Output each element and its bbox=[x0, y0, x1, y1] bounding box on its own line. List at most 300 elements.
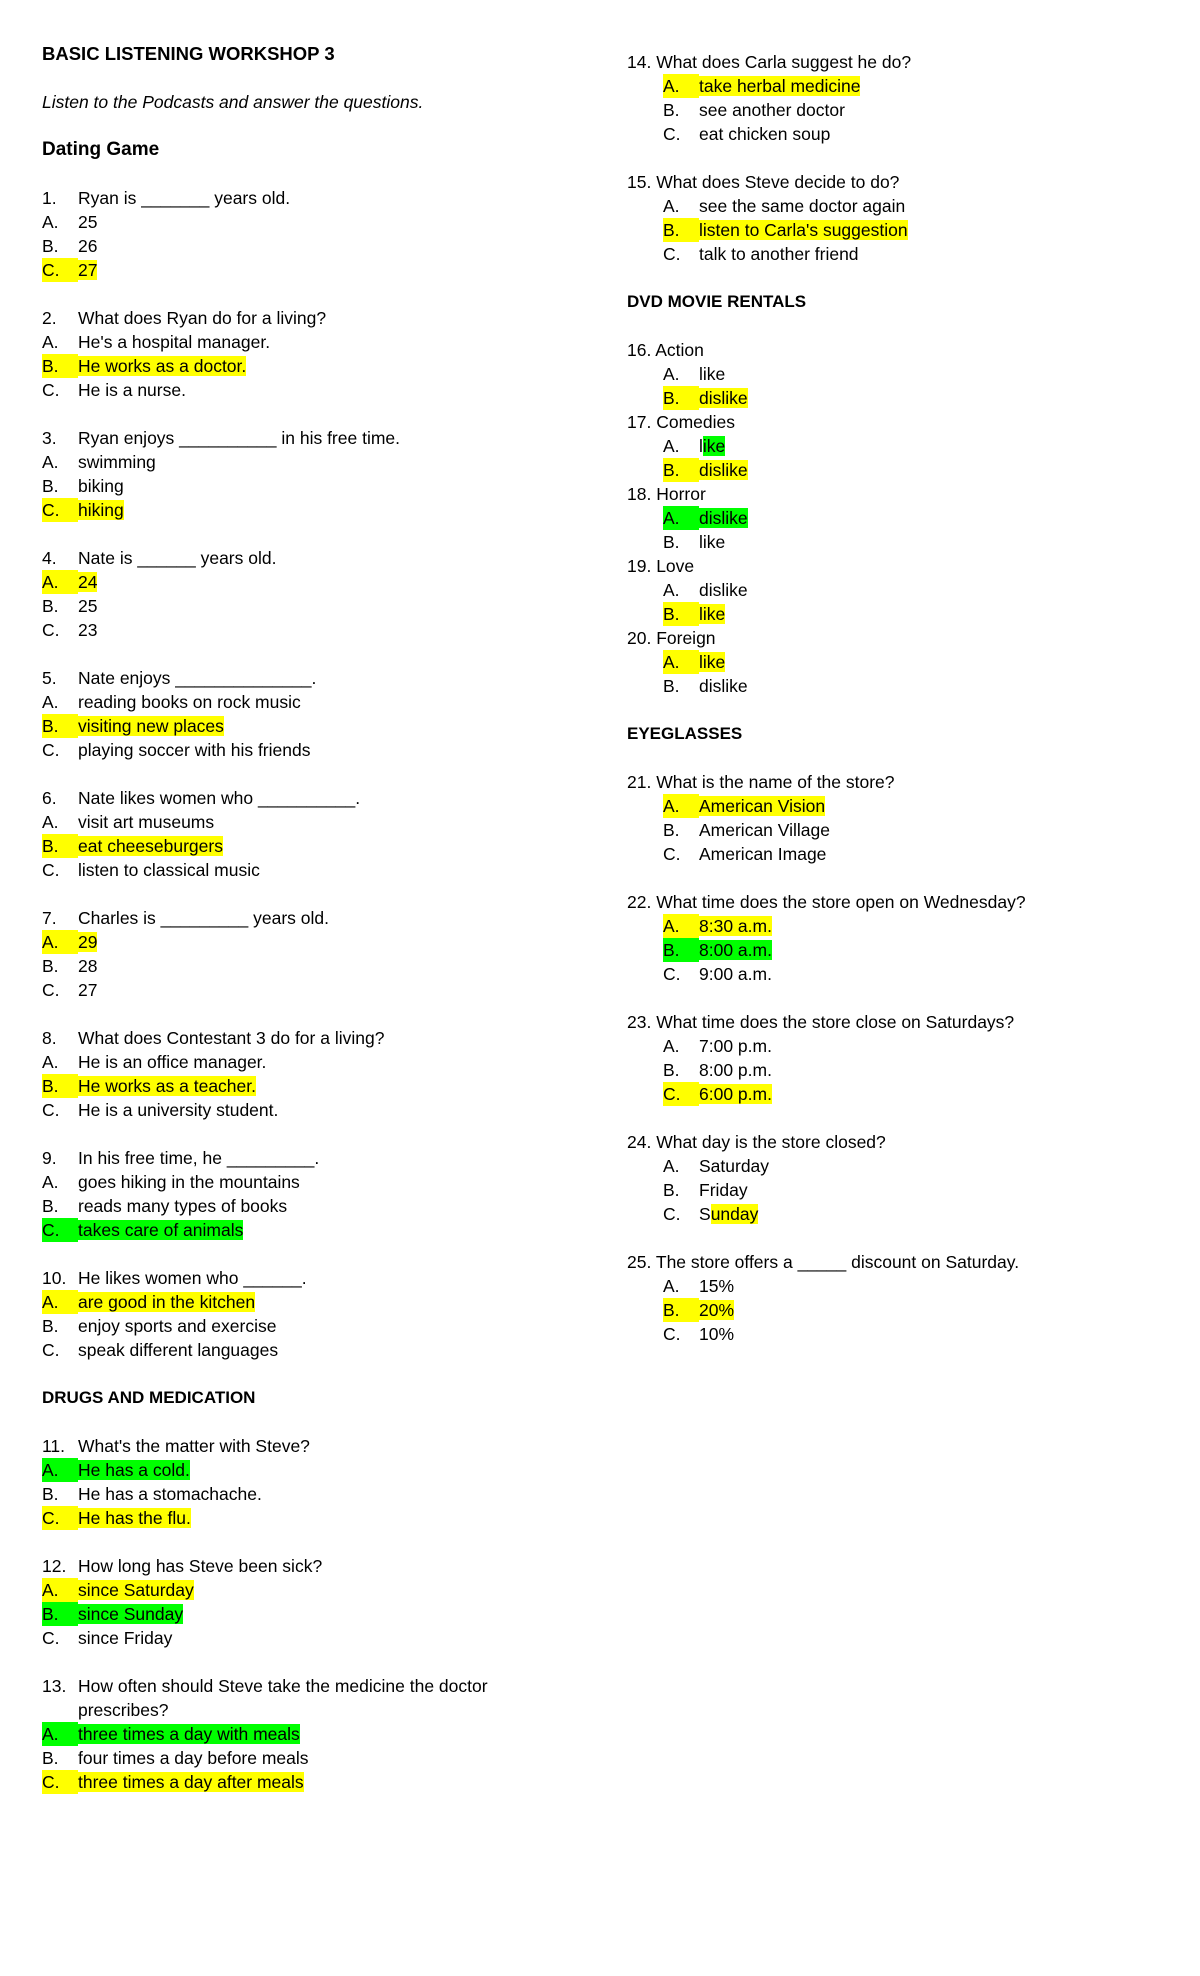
option-text: He has a stomachache. bbox=[78, 1484, 262, 1504]
question-21 bbox=[627, 770, 1187, 794]
answer-option bbox=[42, 1170, 602, 1194]
option-letter: A. bbox=[663, 650, 699, 674]
option-text: 27 bbox=[78, 260, 98, 280]
answer-option bbox=[42, 594, 602, 618]
question-text: In his free time, he _________. bbox=[78, 1148, 320, 1168]
question-text: What is the name of the store? bbox=[656, 772, 895, 792]
answer-option bbox=[42, 570, 602, 594]
document-title: BASIC LISTENING WORKSHOP 3 bbox=[42, 43, 335, 64]
option-letter: A. bbox=[663, 1276, 680, 1296]
answer-option bbox=[627, 506, 1187, 530]
option-letter: B. bbox=[663, 938, 699, 962]
option-text: swimming bbox=[78, 452, 156, 472]
question-number: 18. bbox=[627, 484, 652, 504]
option-letter: A. bbox=[42, 930, 78, 954]
question-number: 9. bbox=[42, 1148, 57, 1168]
answer-option bbox=[42, 1458, 602, 1482]
option-letter: A. bbox=[663, 1156, 680, 1176]
option-body bbox=[42, 1220, 244, 1240]
option-text: American Village bbox=[699, 820, 830, 840]
option-body bbox=[663, 1084, 772, 1104]
answer-option bbox=[627, 602, 1187, 626]
answer-option bbox=[42, 1602, 602, 1626]
option-text: four times a day before meals bbox=[78, 1748, 309, 1768]
answer-option bbox=[42, 210, 602, 234]
option-text: 25 bbox=[78, 212, 98, 232]
option-letter: C. bbox=[42, 1218, 78, 1242]
option-letter: A. bbox=[663, 794, 699, 818]
answer-option bbox=[42, 858, 602, 882]
option-letter: B. bbox=[42, 596, 59, 616]
eyeglasses-questions bbox=[627, 770, 1187, 1346]
question-8 bbox=[42, 1026, 602, 1050]
option-letter: C. bbox=[663, 244, 681, 264]
option-text: He works as a teacher. bbox=[78, 1076, 256, 1096]
option-letter: A. bbox=[42, 1052, 59, 1072]
option-letter: C. bbox=[42, 1340, 60, 1360]
option-letter: A. bbox=[42, 570, 78, 594]
option-body bbox=[663, 796, 825, 816]
option-letter: B. bbox=[42, 1074, 78, 1098]
option-text: 28 bbox=[78, 956, 98, 976]
option-body bbox=[663, 220, 908, 240]
question-text: What day is the store closed? bbox=[656, 1132, 886, 1152]
question-17 bbox=[627, 410, 1187, 434]
option-letter: B. bbox=[663, 1180, 680, 1200]
option-text: 8:00 p.m. bbox=[699, 1060, 772, 1080]
option-body bbox=[42, 260, 98, 280]
option-letter: A. bbox=[42, 1172, 59, 1192]
answer-option bbox=[42, 330, 602, 354]
option-letter: A. bbox=[663, 506, 699, 530]
option-text-plain: S bbox=[699, 1204, 711, 1224]
option-text: American Vision bbox=[699, 796, 826, 816]
option-letter: C. bbox=[42, 1770, 78, 1794]
question-16 bbox=[627, 338, 1187, 362]
option-letter: C. bbox=[663, 124, 681, 144]
question-text: Love bbox=[656, 556, 695, 576]
question-number: 8. bbox=[42, 1028, 57, 1048]
question-1 bbox=[42, 186, 602, 210]
question-19 bbox=[627, 554, 1187, 578]
option-text: He's a hospital manager. bbox=[78, 332, 271, 352]
option-letter: A. bbox=[42, 452, 59, 472]
option-letter: C. bbox=[42, 1100, 60, 1120]
answer-option bbox=[42, 978, 602, 1002]
option-letter: B. bbox=[663, 532, 680, 552]
option-letter: B. bbox=[42, 956, 59, 976]
answer-option bbox=[627, 1178, 1187, 1202]
option-letter: A. bbox=[42, 1458, 78, 1482]
option-text: like bbox=[699, 604, 726, 624]
question-14 bbox=[627, 50, 1187, 74]
section-heading-eyeglasses: EYEGLASSES bbox=[627, 724, 743, 743]
question-number: 20. bbox=[627, 628, 652, 648]
question-13 bbox=[42, 1674, 602, 1698]
option-text: He has the flu. bbox=[78, 1508, 191, 1528]
option-letter: C. bbox=[42, 258, 78, 282]
question-number: 4. bbox=[42, 548, 57, 568]
option-text: 29 bbox=[78, 932, 98, 952]
option-body bbox=[42, 1604, 184, 1624]
answer-option bbox=[42, 474, 602, 498]
option-text: 7:00 p.m. bbox=[699, 1036, 772, 1056]
question-2 bbox=[42, 306, 602, 330]
option-letter: C. bbox=[42, 980, 60, 1000]
option-text: visiting new places bbox=[78, 716, 224, 736]
answer-option bbox=[42, 1482, 602, 1506]
option-text: He is an office manager. bbox=[78, 1052, 267, 1072]
option-letter: B. bbox=[663, 1060, 680, 1080]
option-text: since Sunday bbox=[78, 1604, 184, 1624]
question-10 bbox=[42, 1266, 602, 1290]
answer-option bbox=[627, 650, 1187, 674]
answer-option bbox=[627, 818, 1187, 842]
question-text: What does Carla suggest he do? bbox=[656, 52, 912, 72]
option-letter: A. bbox=[42, 1722, 78, 1746]
option-text: playing soccer with his friends bbox=[78, 740, 311, 760]
answer-option bbox=[627, 434, 1187, 458]
question-9 bbox=[42, 1146, 602, 1170]
answer-option bbox=[42, 738, 602, 762]
option-letter: A. bbox=[42, 212, 59, 232]
answer-option bbox=[627, 1154, 1187, 1178]
answer-option bbox=[42, 690, 602, 714]
option-text-highlight: unday bbox=[710, 1204, 759, 1224]
option-text: 9:00 a.m. bbox=[699, 964, 772, 984]
question-number: 22. bbox=[627, 892, 652, 912]
answer-option bbox=[627, 1298, 1187, 1322]
question-number: 13. bbox=[42, 1676, 67, 1696]
option-text: 8:00 a.m. bbox=[699, 940, 772, 960]
question-24 bbox=[627, 1130, 1187, 1154]
option-letter: C. bbox=[663, 1324, 681, 1344]
question-number: 17. bbox=[627, 412, 652, 432]
question-number: 5. bbox=[42, 668, 57, 688]
question-25 bbox=[627, 1250, 1187, 1274]
option-text: dislike bbox=[699, 676, 748, 696]
option-body bbox=[42, 932, 98, 952]
option-letter: B. bbox=[663, 820, 680, 840]
option-text: visit art museums bbox=[78, 812, 215, 832]
question-6 bbox=[42, 786, 602, 810]
answer-option bbox=[42, 1578, 602, 1602]
answer-option bbox=[627, 74, 1187, 98]
option-text: speak different languages bbox=[78, 1340, 279, 1360]
option-letter: B. bbox=[663, 676, 680, 696]
option-text: 23 bbox=[78, 620, 98, 640]
question-number: 16. bbox=[627, 340, 652, 360]
answer-option bbox=[627, 794, 1187, 818]
question-4 bbox=[42, 546, 602, 570]
question-number: 10. bbox=[42, 1268, 67, 1288]
option-text: 26 bbox=[78, 236, 98, 256]
dvd-questions bbox=[627, 338, 1187, 698]
question-number: 25. bbox=[627, 1252, 652, 1272]
answer-option bbox=[627, 386, 1187, 410]
answer-option bbox=[42, 1050, 602, 1074]
option-text: American Image bbox=[699, 844, 827, 864]
question-text: What does Ryan do for a living? bbox=[78, 308, 327, 328]
section-heading-dating: Dating Game bbox=[42, 139, 160, 160]
option-text: He has a cold. bbox=[78, 1460, 190, 1480]
answer-option bbox=[42, 1506, 602, 1530]
answer-option bbox=[627, 842, 1187, 866]
section-heading-drugs: DRUGS AND MEDICATION bbox=[42, 1388, 256, 1407]
option-text: talk to another friend bbox=[699, 244, 859, 264]
answer-option bbox=[42, 714, 602, 738]
option-body bbox=[42, 1460, 190, 1480]
dating-questions bbox=[42, 186, 602, 1386]
section-heading-dvd: DVD MOVIE RENTALS bbox=[627, 292, 807, 311]
option-text: He is a university student. bbox=[78, 1100, 279, 1120]
question-number: 15. bbox=[627, 172, 652, 192]
question-number: 1. bbox=[42, 188, 57, 208]
option-letter: C. bbox=[663, 1204, 681, 1224]
option-body bbox=[663, 388, 748, 408]
option-text: eat cheeseburgers bbox=[78, 836, 223, 856]
question-text: What does Contestant 3 do for a living? bbox=[78, 1028, 385, 1048]
answer-option bbox=[627, 938, 1187, 962]
option-letter: C. bbox=[42, 740, 60, 760]
question-7 bbox=[42, 906, 602, 930]
option-letter: B. bbox=[42, 476, 59, 496]
option-text: dislike bbox=[699, 508, 748, 528]
question-number: 11. bbox=[42, 1436, 66, 1456]
option-letter: C. bbox=[663, 1082, 699, 1106]
answer-option bbox=[42, 810, 602, 834]
option-text: 25 bbox=[78, 596, 98, 616]
option-text: eat chicken soup bbox=[699, 124, 831, 144]
question-number: 12. bbox=[42, 1556, 67, 1576]
option-letter: A. bbox=[663, 364, 680, 384]
answer-option bbox=[42, 354, 602, 378]
right-column bbox=[627, 50, 1187, 1346]
option-letter: B. bbox=[42, 354, 78, 378]
option-body bbox=[663, 652, 725, 672]
question-text-continued: prescribes? bbox=[78, 1700, 169, 1720]
answer-option bbox=[627, 578, 1187, 602]
question-12 bbox=[42, 1554, 602, 1578]
option-text: 10% bbox=[699, 1324, 735, 1344]
option-text: like bbox=[699, 364, 726, 384]
option-letter: B. bbox=[663, 602, 699, 626]
question-text: Nate is ______ years old. bbox=[78, 548, 277, 568]
answer-option bbox=[42, 1194, 602, 1218]
option-text: three times a day with meals bbox=[78, 1724, 300, 1744]
option-text: hiking bbox=[78, 500, 124, 520]
option-letter: A. bbox=[663, 580, 680, 600]
option-text: three times a day after meals bbox=[78, 1772, 304, 1792]
option-text: Friday bbox=[699, 1180, 748, 1200]
option-text: goes hiking in the mountains bbox=[78, 1172, 300, 1192]
option-text: biking bbox=[78, 476, 124, 496]
option-text: 8:30 a.m. bbox=[699, 916, 772, 936]
question-11 bbox=[42, 1434, 602, 1458]
option-letter: C. bbox=[42, 380, 60, 400]
answer-option bbox=[42, 1098, 602, 1122]
option-text: take herbal medicine bbox=[699, 76, 861, 96]
option-text: listen to Carla's suggestion bbox=[699, 220, 908, 240]
answer-option bbox=[42, 1626, 602, 1650]
answer-option bbox=[42, 1074, 602, 1098]
option-text: dislike bbox=[699, 388, 748, 408]
option-letter: C. bbox=[42, 1506, 78, 1530]
answer-option bbox=[42, 1770, 602, 1794]
question-text-cont bbox=[42, 1698, 602, 1722]
option-letter: A. bbox=[663, 436, 680, 456]
option-letter: B. bbox=[663, 458, 699, 482]
question-number: 19. bbox=[627, 556, 652, 576]
option-letter: C. bbox=[42, 860, 60, 880]
option-letter: B. bbox=[42, 1748, 59, 1768]
question-text: What time does the store open on Wednesday? bbox=[656, 892, 1026, 912]
option-text: He works as a doctor. bbox=[78, 356, 247, 376]
option-text: 15% bbox=[699, 1276, 735, 1296]
answer-option bbox=[42, 954, 602, 978]
option-text: are good in the kitchen bbox=[78, 1292, 256, 1312]
question-number: 24. bbox=[627, 1132, 652, 1152]
option-body bbox=[42, 716, 224, 736]
option-text: 20% bbox=[699, 1300, 735, 1320]
option-text: Saturday bbox=[699, 1156, 770, 1176]
question-text: Foreign bbox=[656, 628, 716, 648]
option-letter: A. bbox=[663, 196, 680, 216]
answer-option bbox=[42, 618, 602, 642]
answer-option bbox=[42, 234, 602, 258]
answer-option bbox=[627, 98, 1187, 122]
option-body bbox=[42, 1076, 256, 1096]
option-letter: C. bbox=[42, 620, 60, 640]
answer-option bbox=[42, 258, 602, 282]
question-number: 7. bbox=[42, 908, 57, 928]
option-body bbox=[663, 940, 772, 960]
question-number: 3. bbox=[42, 428, 57, 448]
option-letter: A. bbox=[42, 1290, 78, 1314]
option-body bbox=[663, 916, 772, 936]
question-text: What does Steve decide to do? bbox=[656, 172, 900, 192]
question-number: 21. bbox=[627, 772, 652, 792]
option-body bbox=[42, 500, 124, 520]
answer-option bbox=[42, 378, 602, 402]
option-text: 24 bbox=[78, 572, 98, 592]
answer-option bbox=[42, 1314, 602, 1338]
question-number: 2. bbox=[42, 308, 57, 328]
question-text: How often should Steve take the medicine the doctor bbox=[78, 1676, 488, 1696]
option-letter: B. bbox=[42, 1602, 78, 1626]
option-letter: C. bbox=[663, 964, 681, 984]
option-body bbox=[663, 76, 860, 96]
option-letter: B. bbox=[663, 218, 699, 242]
answer-option bbox=[627, 1274, 1187, 1298]
answer-option bbox=[42, 930, 602, 954]
option-body bbox=[663, 1300, 734, 1320]
option-letter: B. bbox=[663, 386, 699, 410]
question-20 bbox=[627, 626, 1187, 650]
question-text: What's the matter with Steve? bbox=[78, 1436, 310, 1456]
option-text: see another doctor bbox=[699, 100, 845, 120]
answer-option bbox=[627, 122, 1187, 146]
question-text: Horror bbox=[656, 484, 706, 504]
question-18 bbox=[627, 482, 1187, 506]
question-3 bbox=[42, 426, 602, 450]
option-letter: B. bbox=[42, 1196, 59, 1216]
option-text: enjoy sports and exercise bbox=[78, 1316, 277, 1336]
question-15 bbox=[627, 170, 1187, 194]
question-number: 6. bbox=[42, 788, 57, 808]
answer-option bbox=[42, 498, 602, 522]
option-body bbox=[42, 1292, 256, 1312]
answer-option bbox=[627, 1202, 1187, 1226]
option-text: reading books on rock music bbox=[78, 692, 301, 712]
option-text: since Saturday bbox=[78, 1580, 194, 1600]
option-text: 27 bbox=[78, 980, 98, 1000]
option-letter: C. bbox=[663, 844, 681, 864]
option-body bbox=[42, 1508, 191, 1528]
option-text: takes care of animals bbox=[78, 1220, 244, 1240]
answer-option bbox=[42, 834, 602, 858]
option-text: like bbox=[699, 652, 726, 672]
question-23 bbox=[627, 1010, 1187, 1034]
option-letter: C. bbox=[42, 1628, 60, 1648]
question-text: How long has Steve been sick? bbox=[78, 1556, 323, 1576]
instructions: Listen to the Podcasts and answer the questions. bbox=[42, 92, 424, 112]
option-letter: B. bbox=[42, 1484, 59, 1504]
answer-option bbox=[627, 1034, 1187, 1058]
answer-option bbox=[627, 962, 1187, 986]
drugs-questions-left bbox=[42, 1434, 602, 1794]
option-letter: A. bbox=[663, 74, 699, 98]
question-22 bbox=[627, 890, 1187, 914]
answer-option bbox=[42, 450, 602, 474]
option-letter: A. bbox=[42, 332, 59, 352]
option-body bbox=[42, 1772, 304, 1792]
option-letter: B. bbox=[42, 714, 78, 738]
option-letter: A. bbox=[663, 1036, 680, 1056]
option-text: dislike bbox=[699, 460, 748, 480]
option-letter: B. bbox=[42, 834, 78, 858]
answer-option bbox=[627, 1082, 1187, 1106]
option-text-plain: l bbox=[699, 436, 703, 456]
answer-option bbox=[627, 458, 1187, 482]
question-text: Action bbox=[655, 340, 704, 360]
option-body bbox=[663, 460, 748, 480]
option-body bbox=[42, 356, 247, 376]
option-letter: C. bbox=[42, 498, 78, 522]
option-text: dislike bbox=[699, 580, 748, 600]
answer-option bbox=[627, 530, 1187, 554]
question-5 bbox=[42, 666, 602, 690]
option-letter: A. bbox=[42, 692, 59, 712]
answer-option bbox=[627, 362, 1187, 386]
option-body bbox=[42, 1580, 194, 1600]
answer-option bbox=[627, 218, 1187, 242]
answer-option bbox=[627, 242, 1187, 266]
question-text: Charles is _________ years old. bbox=[78, 908, 329, 928]
answer-option bbox=[42, 1338, 602, 1362]
option-text: 6:00 p.m. bbox=[699, 1084, 772, 1104]
option-text: reads many types of books bbox=[78, 1196, 288, 1216]
option-letter: A. bbox=[42, 812, 59, 832]
question-text: The store offers a _____ discount on Saturday. bbox=[655, 1252, 1020, 1272]
question-text: He likes women who ______. bbox=[78, 1268, 307, 1288]
answer-option bbox=[42, 1290, 602, 1314]
option-text: He is a nurse. bbox=[78, 380, 186, 400]
question-text: What time does the store close on Saturdays? bbox=[656, 1012, 1015, 1032]
answer-option bbox=[627, 1322, 1187, 1346]
answer-option bbox=[627, 194, 1187, 218]
question-number: 14. bbox=[627, 52, 652, 72]
